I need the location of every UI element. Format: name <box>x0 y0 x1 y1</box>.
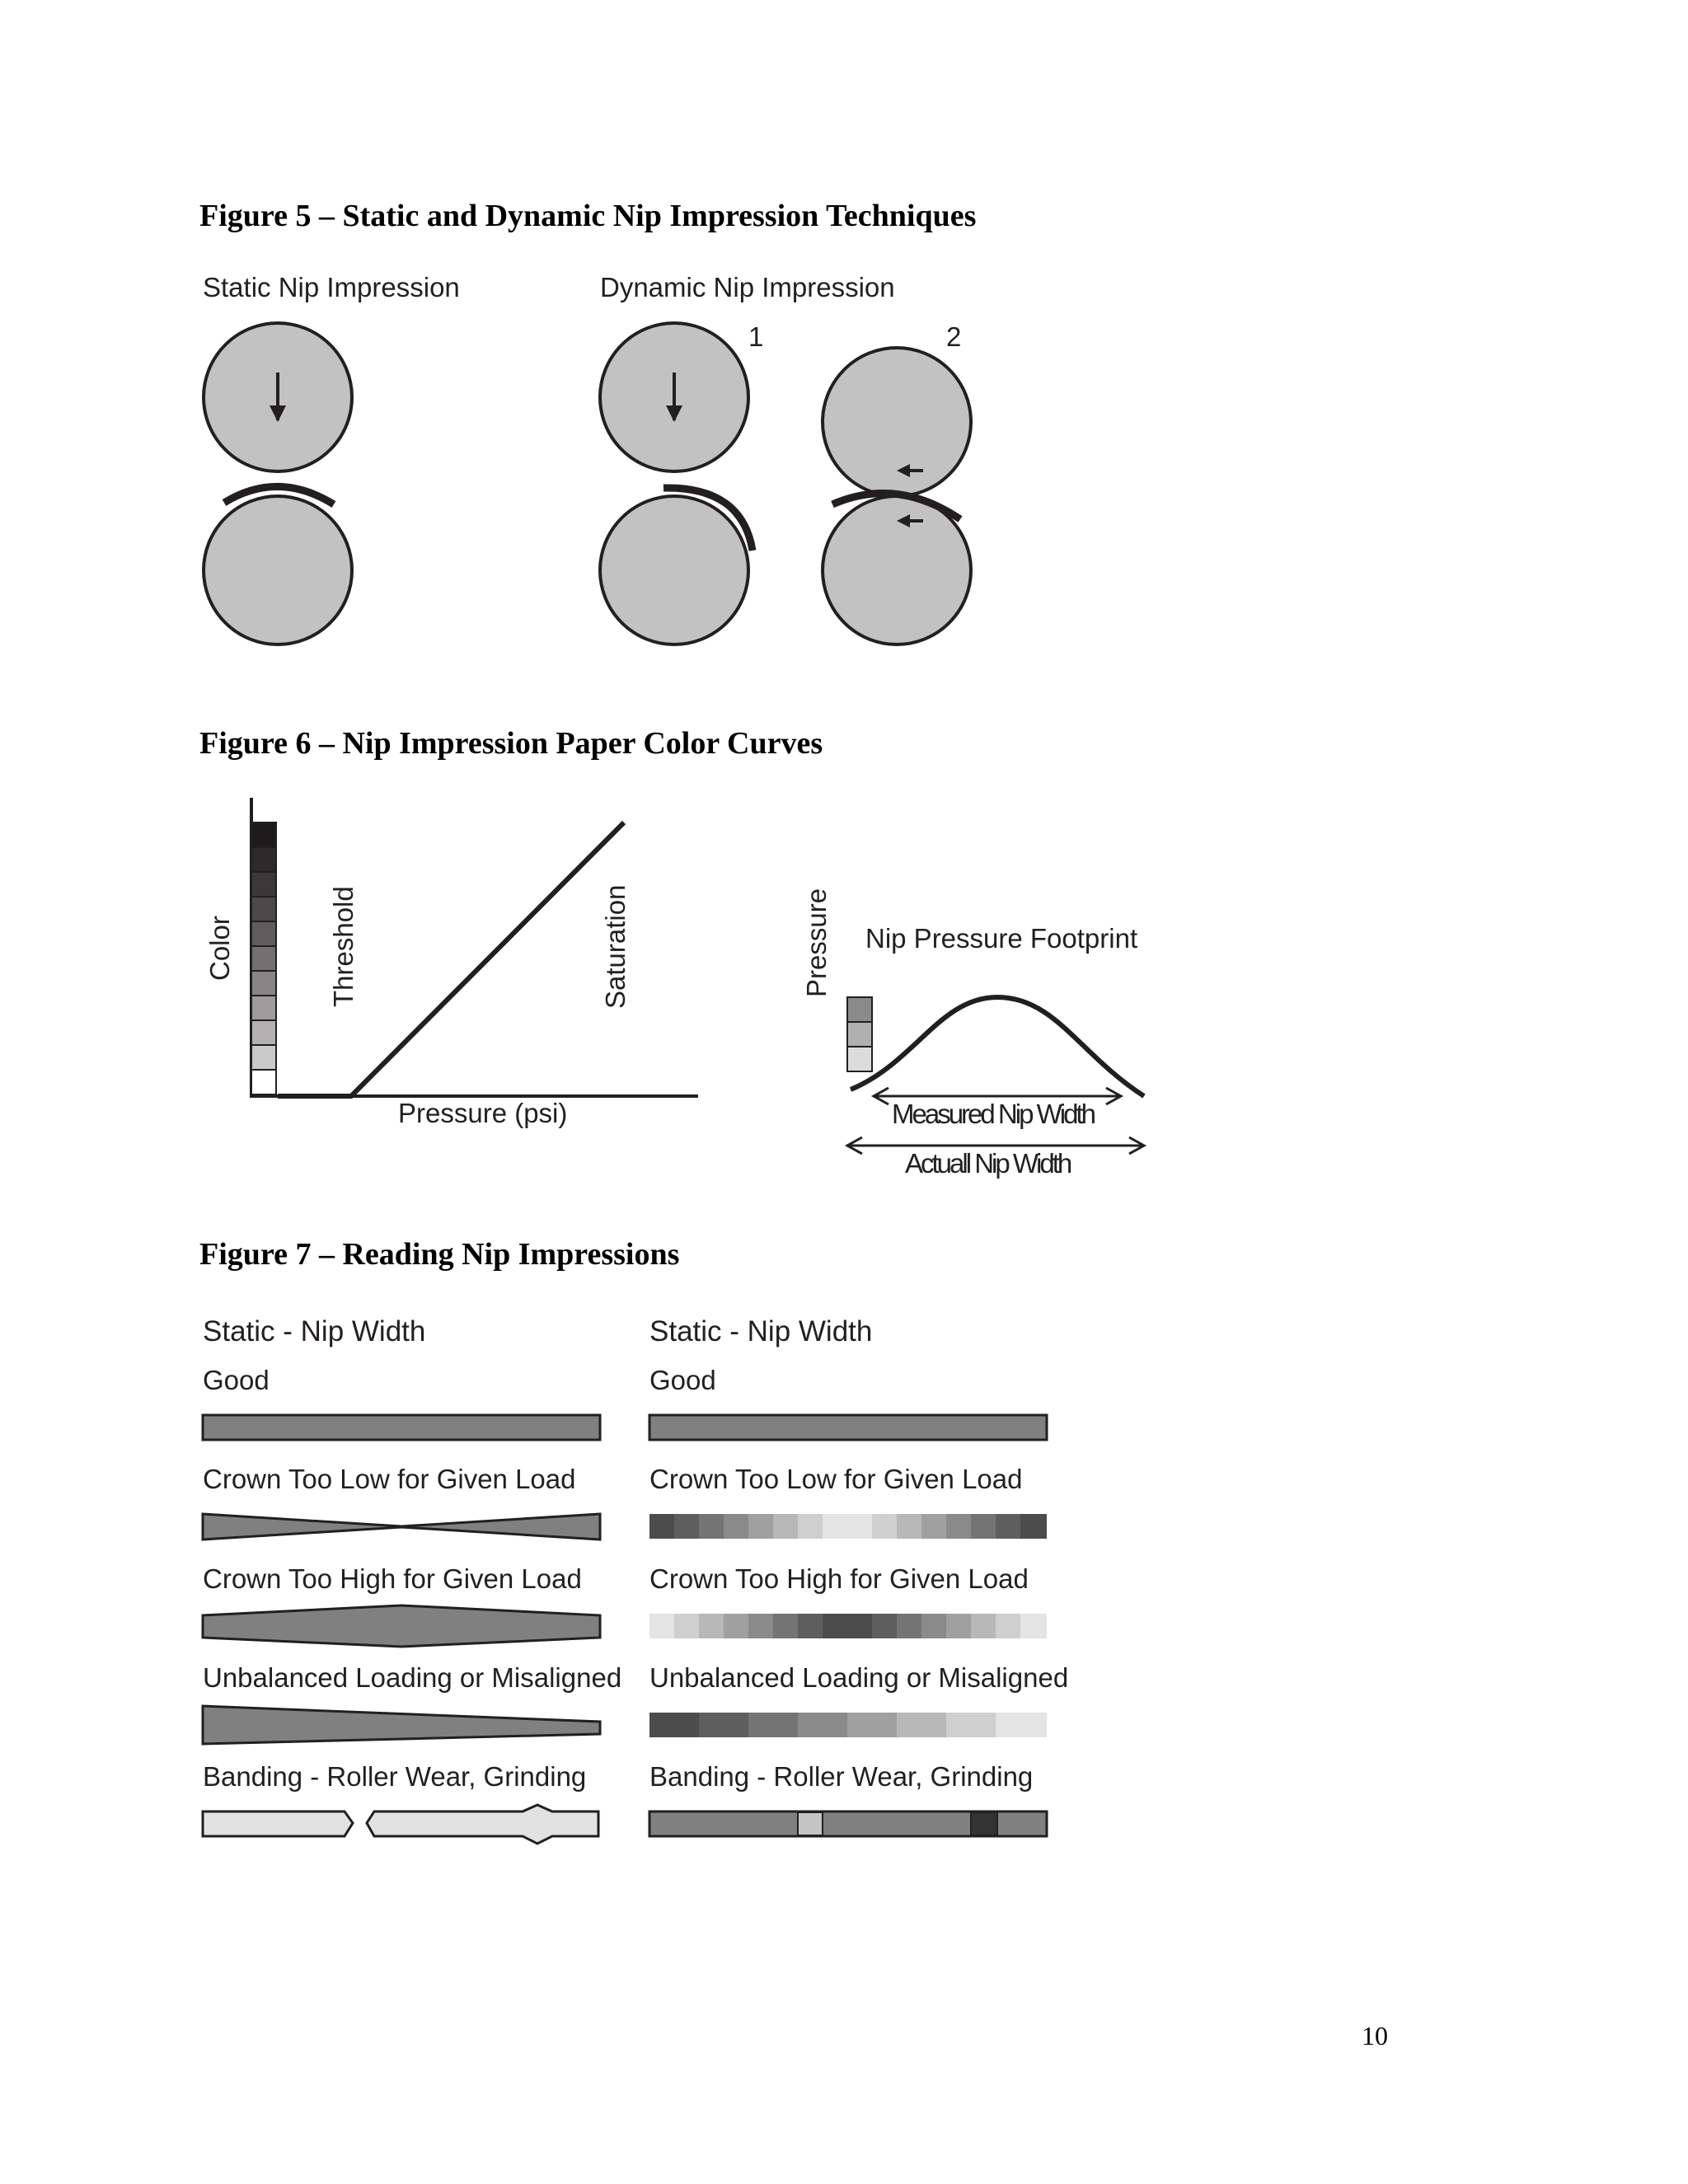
right-row-crown-high-label: Crown Too High for Given Load <box>649 1563 1029 1594</box>
left-row-good-label: Good <box>203 1365 270 1395</box>
left-banding-strip-a <box>203 1811 353 1836</box>
dynamic-1-bottom-roller <box>600 496 748 644</box>
color-scale-swatches <box>251 823 276 1094</box>
threshold-label: Threshold <box>328 886 359 1007</box>
measured-nip-width-label: Measured Nip Width <box>892 1099 1094 1129</box>
saturation-label: Saturation <box>600 884 631 1009</box>
dynamic-2-bottom-roller <box>823 496 971 644</box>
right-good-strip <box>649 1415 1047 1440</box>
figure-7-title: Figure 7 – Reading Nip Impressions <box>199 1237 680 1272</box>
dynamic-step-2-label: 2 <box>946 321 962 352</box>
right-row-banding-label: Banding - Roller Wear, Grinding <box>649 1761 1034 1792</box>
right-banding-strip <box>649 1811 1047 1836</box>
dynamic-2-top-roller <box>823 348 971 496</box>
dynamic-step-1-label: 1 <box>748 321 764 352</box>
left-banding-strip-b <box>367 1805 598 1844</box>
left-good-strip <box>203 1415 600 1440</box>
figure-6-title: Figure 6 – Nip Impression Paper Color Curves <box>199 726 823 761</box>
right-unbalanced-strip <box>649 1713 1047 1737</box>
nip-pressure-footprint-title: Nip Pressure Footprint <box>865 923 1138 954</box>
left-row-crown-low-label: Crown Too Low for Given Load <box>203 1464 576 1494</box>
color-axis-label: Color <box>204 916 235 981</box>
pressure-scale-swatches <box>847 997 872 1071</box>
actual-nip-width-label: Actuall Nip Width <box>905 1148 1071 1179</box>
left-crown-low-strip <box>203 1514 600 1540</box>
figure-5-title: Figure 5 – Static and Dynamic Nip Impression Techniques <box>199 199 977 233</box>
left-crown-high-strip <box>203 1605 600 1647</box>
static-bottom-roller <box>204 496 352 644</box>
dynamic-nip-impression-label: Dynamic Nip Impression <box>600 272 895 302</box>
pressure-axis-label: Pressure <box>801 888 832 997</box>
right-row-crown-low-label: Crown Too Low for Given Load <box>649 1464 1023 1494</box>
page-number: 10 <box>1362 2021 1388 2050</box>
static-nip-impression-label: Static Nip Impression <box>203 272 460 302</box>
right-row-unbalanced-label: Unbalanced Loading or Misaligned <box>649 1662 1069 1693</box>
right-row-good-label: Good <box>649 1365 716 1395</box>
left-row-banding-label: Banding - Roller Wear, Grinding <box>203 1761 587 1792</box>
nip-pressure-footprint-curve-smooth <box>851 997 1144 1096</box>
right-crown-high-strip <box>649 1614 1047 1638</box>
right-crown-low-strip <box>649 1514 1047 1539</box>
left-column-heading: Static - Nip Width <box>203 1315 426 1347</box>
pressure-psi-axis-label: Pressure (psi) <box>398 1098 568 1128</box>
left-row-unbalanced-label: Unbalanced Loading or Misaligned <box>203 1662 622 1693</box>
right-column-heading: Static - Nip Width <box>649 1315 873 1347</box>
left-unbalanced-strip <box>203 1706 600 1744</box>
left-row-crown-high-label: Crown Too High for Given Load <box>203 1563 582 1594</box>
